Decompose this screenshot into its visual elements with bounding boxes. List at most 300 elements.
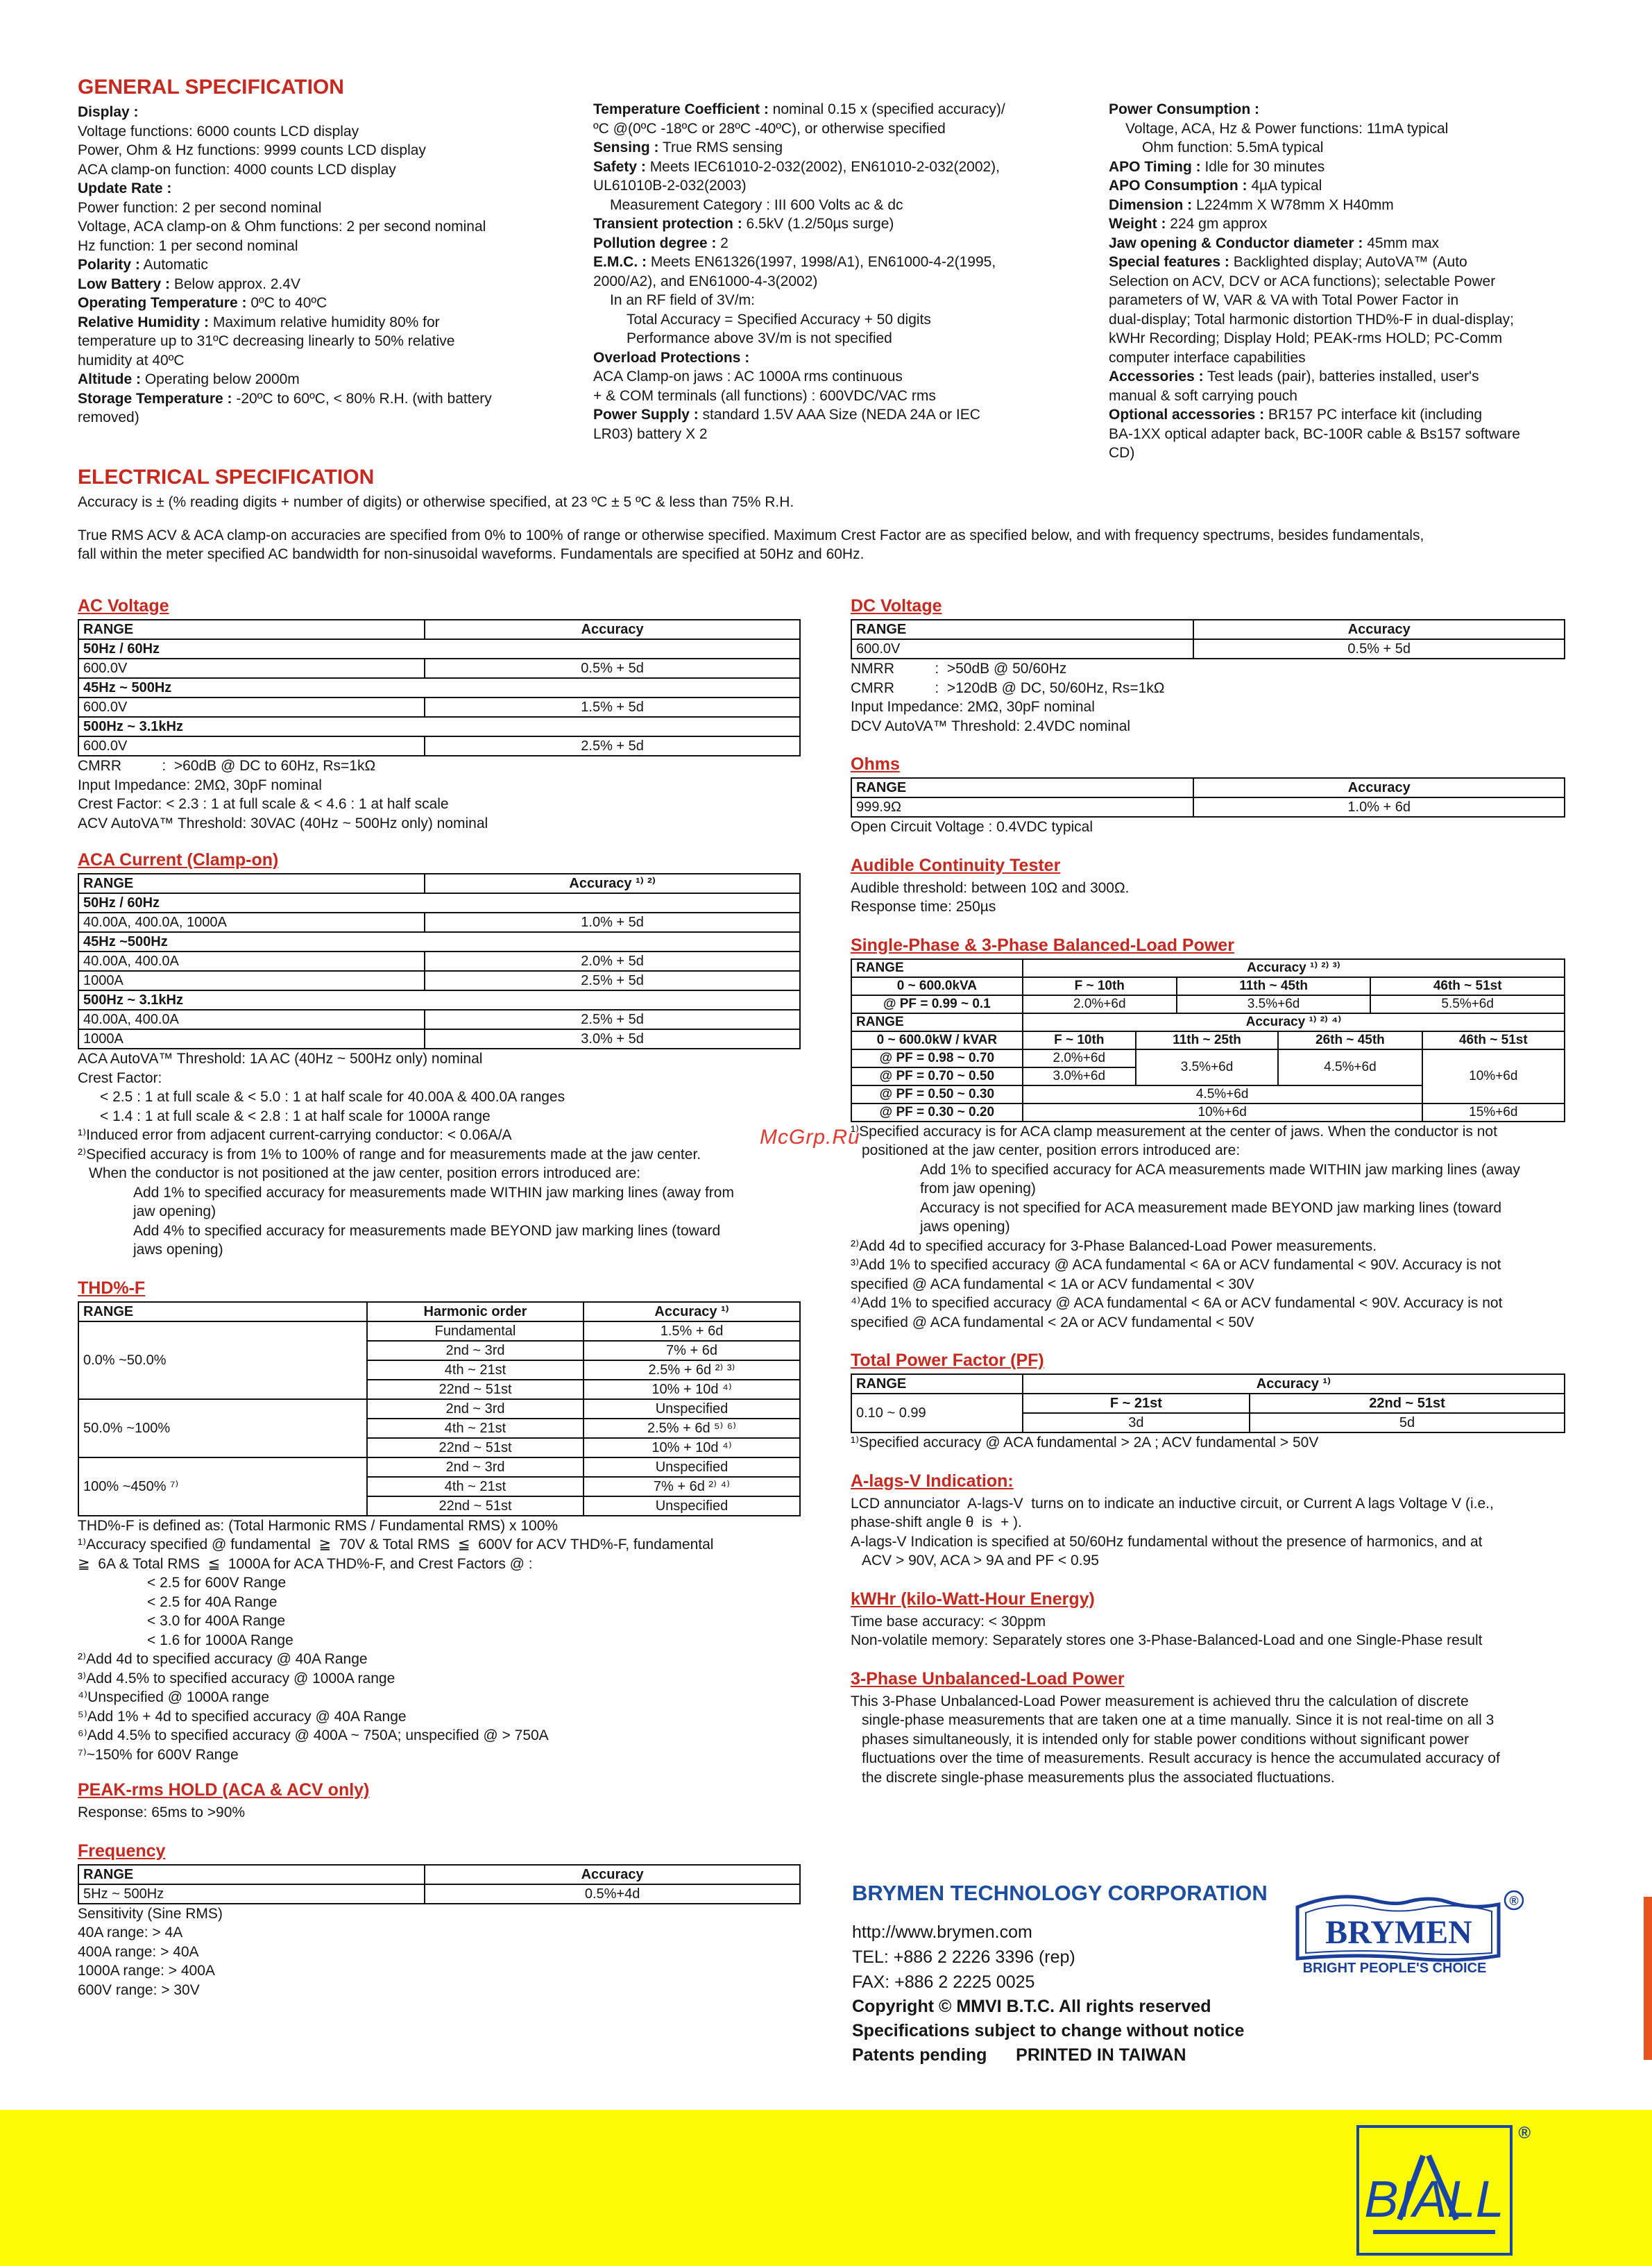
general-col-2 (593, 100, 1093, 443)
spec-value: humidity at 40ºC (78, 352, 185, 369)
acv-acc: 1.5% + 5d (425, 697, 800, 717)
power-note: jaws opening) (920, 1219, 1010, 1235)
dcv-acc: 0.5% + 5d (1193, 639, 1565, 659)
thd-h-range: RANGE (78, 1302, 367, 1321)
spec-key: Weight : (1109, 216, 1166, 232)
thd-range: 0.0% ~50.0% (78, 1321, 367, 1399)
thd-order: 22nd ~ 51st (367, 1438, 584, 1457)
edge-accent-bar (1644, 1897, 1652, 2060)
spec-value: -20ºC to 60ºC, < 80% R.H. (with battery (232, 390, 492, 407)
corp-spec-notice: Specifications subject to change without notice (852, 2021, 1245, 2040)
thd-note: ²⁾Add 4d to specified accuracy @ 40A Range (78, 1651, 368, 1667)
acv-title: AC Voltage (78, 596, 169, 616)
power-pf: @ PF = 0.70 ~ 0.50 (851, 1067, 1023, 1085)
power-h-range: RANGE (851, 1013, 1023, 1031)
power-col: 11th ~ 45th (1177, 977, 1371, 995)
ohms-title: Ohms (851, 754, 900, 774)
spec-value: Backlighted display; AutoVA™ (Auto (1229, 254, 1467, 270)
biall-reg: ® (1518, 2124, 1531, 2142)
thd-order: 2nd ~ 3rd (367, 1341, 584, 1360)
spec-line (593, 100, 1093, 119)
tpf-range: 0.10 ~ 0.99 (851, 1394, 1023, 1432)
freq-note: 1000A range: > 400A (78, 1963, 215, 1979)
thd-note: < 2.5 for 600V Range (147, 1575, 287, 1591)
unbal-note: the discrete single-phase measurements plus the associated fluctuations. (862, 1769, 1335, 1786)
spec-value: Voltage, ACA clamp-on & Ohm functions: 2 per second nominal (78, 219, 486, 235)
spec-line (1109, 348, 1608, 368)
corp-block (852, 1881, 1282, 2068)
kwhr-note: Time base accuracy: < 30ppm (851, 1613, 1046, 1630)
spec-key: Power Supply : (593, 407, 699, 423)
acv-note: CMRR : >60dB @ DC to 60Hz, Rs=1kΩ (78, 758, 376, 774)
patents-label: Patents pending (852, 2045, 987, 2065)
aca-acc: 3.0% + 5d (425, 1029, 800, 1049)
spec-key: Optional accessories : (1109, 407, 1265, 423)
power-val: 10%+6d (1023, 1104, 1422, 1122)
unbal-note: fluctuations over the time of measurements. Result accuracy is hence the accumulated accuracy of (862, 1750, 1500, 1766)
dcv-note: CMRR : >120dB @ DC, 50/60Hz, Rs=1kΩ (851, 679, 1165, 696)
spec-line (78, 198, 591, 218)
thd-order: 22nd ~ 51st (367, 1496, 584, 1516)
aca-range: 40.00A, 400.0A (78, 1010, 425, 1029)
spec-value: Total Accuracy = Specified Accuracy + 50 digits (627, 311, 931, 328)
spec-line (593, 367, 1093, 387)
brymen-logo (1291, 1886, 1526, 1977)
general-col-3 (1109, 100, 1608, 463)
spec-line (78, 179, 591, 198)
spec-value: Hz function: 1 per second nominal (78, 237, 298, 254)
power-pf: @ PF = 0.30 ~ 0.20 (851, 1104, 1023, 1122)
spec-line (1109, 425, 1608, 444)
biall-logo-shape (1359, 2128, 1510, 2253)
spec-key: Accessories : (1109, 369, 1204, 384)
power-val: 5.5%+6d (1370, 995, 1565, 1013)
acv-h-range: RANGE (78, 620, 425, 639)
power-note: ⁴⁾Add 1% to specified accuracy @ ACA fundamental < 6A or ACV fundamental < 90V. Accuracy is not (851, 1295, 1503, 1311)
tpf-h-range: RANGE (851, 1374, 1023, 1394)
tpf-val: 3d (1023, 1413, 1250, 1432)
tpf-note: ¹⁾Specified accuracy @ ACA fundamental > 2A ; ACV fundamental > 50V (851, 1435, 1319, 1451)
alag-note: LCD annunciator A-lags-V turns on to indicate an inductive circuit, or Current A lags Voltage V (i.e., (851, 1495, 1494, 1512)
thd-order: Fundamental (367, 1321, 584, 1341)
thd-table (78, 1301, 801, 1516)
ohms-note: Open Circuit Voltage : 0.4VDC typical (851, 819, 1093, 835)
aca-table (78, 873, 801, 1049)
spec-value: removed) (78, 409, 139, 425)
spec-value: Operating below 2000m (140, 371, 300, 387)
spec-line (593, 310, 1093, 330)
spec-value: ACA Clamp-on jaws : AC 1000A rms continuous (593, 369, 903, 384)
dcv-note: DCV AutoVA™ Threshold: 2.4VDC nominal (851, 718, 1131, 734)
spec-line (1109, 329, 1608, 348)
acv-note: ACV AutoVA™ Threshold: 30VAC (40Hz ~ 500Hz only) nominal (78, 815, 488, 831)
spec-value: Performance above 3V/m is not specified (627, 330, 892, 346)
general-title: GENERAL SPECIFICATION (78, 76, 344, 99)
thd-order: 2nd ~ 3rd (367, 1399, 584, 1419)
spec-value: 0ºC to 40ºC (246, 295, 327, 311)
spec-key: Pollution degree : (593, 235, 717, 251)
power-col: 26th ~ 45th (1278, 1031, 1422, 1049)
spec-line (78, 294, 591, 313)
spec-value: BR157 PC interface kit (including (1264, 407, 1483, 423)
aca-title: ACA Current (Clamp-on) (78, 850, 279, 870)
left-column (78, 595, 813, 1999)
aca-h-acc: Accuracy ¹⁾ ²⁾ (425, 874, 800, 893)
spec-value: Voltage functions: 6000 counts LCD display (78, 123, 359, 139)
aca-note: < 1.4 : 1 at full scale & < 2.8 : 1 at half scale for 1000A range (100, 1108, 491, 1124)
alag-note: ACV > 90V, ACA > 9A and PF < 0.95 (862, 1553, 1099, 1569)
power-val: 2.0%+6d (1023, 995, 1177, 1013)
spec-line (593, 291, 1093, 310)
acv-note: Crest Factor: < 2.3 : 1 at full scale & < 4.6 : 1 at half scale (78, 796, 449, 812)
aca-acc: 1.0% + 5d (425, 913, 800, 932)
thd-acc: 2.5% + 6d ²⁾ ³⁾ (584, 1360, 800, 1380)
spec-line (78, 275, 591, 294)
thd-h-order: Harmonic order (367, 1302, 584, 1321)
electrical-title: ELECTRICAL SPECIFICATION (78, 466, 375, 489)
power-range: 0 ~ 600.0kW / kVAR (851, 1031, 1023, 1049)
peak-note: Response: 65ms to >90% (78, 1804, 246, 1820)
freq-note: 600V range: > 30V (78, 1981, 200, 1998)
dcv-range: 600.0V (851, 639, 1193, 659)
thd-note: ³⁾Add 4.5% to specified accuracy @ 1000A range (78, 1670, 395, 1686)
spec-value: Selection on ACV, DCV or ACA functions); selectable Power (1109, 273, 1496, 289)
spec-key: Temperature Coefficient : (593, 101, 769, 117)
spec-key: APO Consumption : (1109, 178, 1247, 194)
spec-key: Low Battery : (78, 276, 171, 292)
thd-note: < 2.5 for 40A Range (147, 1593, 278, 1610)
spec-line (1109, 367, 1608, 387)
general-col-1 (78, 75, 591, 428)
spec-value: 224 gm approx (1166, 216, 1268, 232)
acv-group: 500Hz ~ 3.1kHz (78, 717, 800, 736)
spec-key: Relative Humidity : (78, 314, 210, 330)
spec-key: Display : (78, 104, 139, 120)
spec-line (593, 138, 1093, 158)
power-note: specified @ ACA fundamental < 1A or ACV fundamental < 30V (851, 1276, 1254, 1292)
thd-order: 4th ~ 21st (367, 1419, 584, 1438)
spec-key: Operating Temperature : (78, 295, 247, 311)
freq-acc: 0.5%+4d (425, 1884, 800, 1904)
tpf-col: 22nd ~ 51st (1250, 1394, 1565, 1413)
printed-label: PRINTED IN TAIWAN (1016, 2045, 1186, 2065)
corp-tel: TEL: +886 2 2226 3396 (rep) (852, 1947, 1075, 1967)
acv-range: 600.0V (78, 736, 425, 756)
electrical-intro-2: True RMS ACV & ACA clamp-on accuracies are specified from 0% to 100% of range or otherwise specified. Maximum Crest Factor are as specified below, and with frequency spectrums, besides fundamentals, (78, 527, 1424, 543)
spec-value: Voltage, ACA, Hz & Power functions: 11mA typical (1125, 120, 1449, 137)
unbal-title: 3-Phase Unbalanced-Load Power (851, 1668, 1125, 1689)
thd-note: ⁵⁾Add 1% + 4d to specified accuracy @ 40A Range (78, 1708, 407, 1725)
thd-h-acc: Accuracy ¹⁾ (584, 1302, 800, 1321)
spec-line (78, 370, 591, 389)
power-val: 3.0%+6d (1023, 1067, 1136, 1085)
dcv-title: DC Voltage (851, 596, 942, 616)
power-val: 3.5%+6d (1136, 1049, 1278, 1085)
general-list-2 (593, 100, 1093, 443)
tpf-val: 5d (1250, 1413, 1565, 1432)
freq-note: 400A range: > 40A (78, 1943, 199, 1960)
cont-note: Audible threshold: between 10Ω and 300Ω. (851, 879, 1130, 896)
spec-line (78, 237, 591, 256)
spec-key: Update Rate : (78, 180, 172, 196)
thd-order: 22nd ~ 51st (367, 1380, 584, 1399)
spec-value: Idle for 30 minutes (1200, 158, 1325, 175)
thd-acc: 7% + 6d ²⁾ ⁴⁾ (584, 1477, 800, 1496)
thd-note: < 1.6 for 1000A Range (147, 1632, 293, 1648)
aca-note: ¹⁾Induced error from adjacent current-carrying conductor: < 0.06A/A (78, 1127, 512, 1143)
thd-title: THD%-F (78, 1278, 146, 1298)
power-note: Add 1% to specified accuracy for ACA measurements made WITHIN jaw marking lines (away (920, 1161, 1520, 1178)
power-note: ³⁾Add 1% to specified accuracy @ ACA fundamental < 6A or ACV fundamental < 90V. Accuracy is not (851, 1257, 1501, 1273)
watermark: McGrp.Ru (760, 1126, 860, 1149)
electrical-intro-3: fall within the meter specified AC bandwidth for non-sinusoidal waveforms. Fundamentals are specified at 50Hz and 60Hz. (78, 546, 865, 562)
ohms-range: 999.9Ω (851, 797, 1193, 817)
power-note: from jaw opening) (920, 1181, 1036, 1197)
spec-value: standard 1.5V AAA Size (NEDA 24A or IEC (698, 407, 980, 423)
spec-line (1109, 119, 1608, 139)
freq-note: 40A range: > 4A (78, 1925, 183, 1941)
spec-value: 45mm max (1363, 235, 1440, 251)
peak-title: PEAK-rms HOLD (ACA & ACV only) (78, 1780, 370, 1800)
spec-key: Special features : (1109, 254, 1229, 270)
freq-h-acc: Accuracy (425, 1865, 800, 1884)
spec-value: Automatic (139, 257, 208, 273)
power-val: 2.0%+6d (1023, 1049, 1136, 1067)
spec-key: Jaw opening & Conductor diameter : (1109, 235, 1363, 251)
spec-value: Power function: 2 per second nominal (78, 199, 322, 216)
brymen-tagline: BRIGHT PEOPLE'S CHOICE (1302, 1961, 1487, 1976)
tpf-col: F ~ 21st (1023, 1394, 1250, 1413)
thd-acc: Unspecified (584, 1399, 800, 1419)
thd-note: < 3.0 for 400A Range (147, 1613, 286, 1629)
cont-note: Response time: 250µs (851, 899, 996, 915)
tpf-title: Total Power Factor (PF) (851, 1351, 1044, 1370)
power-col: 11th ~ 25th (1136, 1031, 1278, 1049)
spec-line (593, 176, 1093, 196)
power-col: F ~ 10th (1023, 977, 1177, 995)
spec-line (593, 253, 1093, 272)
spec-key: Overload Protections : (593, 349, 750, 366)
aca-group: 45Hz ~500Hz (78, 932, 800, 952)
spec-key: Storage Temperature : (78, 390, 232, 407)
ohms-h-acc: Accuracy (1193, 778, 1565, 797)
thd-note: ⁶⁾Add 4.5% to specified accuracy @ 400A ~ 750A; unspecified @ > 750A (78, 1727, 549, 1743)
power-h-range: RANGE (851, 959, 1023, 977)
acv-acc: 2.5% + 5d (425, 736, 800, 756)
spec-line (78, 313, 591, 332)
aca-acc: 2.5% + 5d (425, 1010, 800, 1029)
spec-line (78, 255, 591, 275)
electrical-intro-1: Accuracy is ± (% reading digits + number of digits) or otherwise specified, at 23 ºC ± 5 ºC & less than 75% R.H. (78, 494, 794, 510)
spec-line (593, 234, 1093, 253)
spec-line (78, 217, 591, 237)
power-note: ¹⁾Specified accuracy is for ACA clamp measurement at the center of jaws. When the conductor is not (851, 1123, 1497, 1140)
spec-line (1109, 158, 1608, 177)
spec-value: manual & soft carrying pouch (1109, 387, 1297, 404)
spec-line (593, 272, 1093, 291)
dcv-table (851, 619, 1565, 659)
dcv-h-range: RANGE (851, 620, 1193, 639)
thd-note: ≧ 6A & Total RMS ≦ 1000A for ACA THD%-F, and Crest Factors @ : (78, 1555, 533, 1572)
spec-value: In an RF field of 3V/m: (610, 292, 755, 308)
general-list-3 (1109, 100, 1608, 463)
alag-title: A-lags-V Indication: (851, 1471, 1014, 1491)
spec-key: Altitude : (78, 371, 141, 387)
spec-value: 6.5kV (1.2/50µs surge) (742, 216, 894, 232)
spec-line (78, 389, 591, 409)
spec-value: 2000/A2), and EN61000-4-3(2002) (593, 273, 818, 289)
power-col: 46th ~ 51st (1370, 977, 1565, 995)
spec-line (1109, 176, 1608, 196)
acv-group: 45Hz ~ 500Hz (78, 678, 800, 697)
aca-group: 500Hz ~ 3.1kHz (78, 990, 800, 1010)
corp-name: BRYMEN TECHNOLOGY CORPORATION (852, 1881, 1268, 1905)
unbal-note: This 3-Phase Unbalanced-Load Power measurement is achieved thru the calculation of discrete (851, 1693, 1469, 1709)
aca-range: 40.00A, 400.0A (78, 952, 425, 971)
aca-note: jaws opening) (133, 1242, 223, 1258)
electrical-intro (78, 465, 1569, 564)
freq-title: Frequency (78, 1841, 166, 1861)
spec-line (1109, 443, 1608, 463)
power-title: Single-Phase & 3-Phase Balanced-Load Power (851, 935, 1234, 955)
power-h-acc: Accuracy ¹⁾ ²⁾ ⁴⁾ (1023, 1013, 1565, 1031)
spec-value: kWHr Recording; Display Hold; PEAK-rms HOLD; PC-Comm (1109, 330, 1503, 346)
spec-key: Power Consumption : (1109, 101, 1259, 117)
spec-value: Meets EN61326(1997, 1998/A1), EN61000-4-2(1995, (647, 254, 996, 270)
spec-line (593, 348, 1093, 368)
power-col: F ~ 10th (1023, 1031, 1136, 1049)
spec-value: Test leads (pair), batteries installed, user's (1203, 369, 1479, 384)
spec-line (1109, 100, 1608, 119)
spec-value: BA-1XX optical adapter back, BC-100R cable & Bs157 software (1109, 425, 1520, 442)
aca-note: jaw opening) (133, 1203, 216, 1219)
power-table-va (851, 958, 1565, 1014)
aca-range: 1000A (78, 1029, 425, 1049)
aca-acc: 2.5% + 5d (425, 971, 800, 990)
brymen-logo-text: BRYMEN (1325, 1914, 1472, 1951)
thd-order: 4th ~ 21st (367, 1477, 584, 1496)
acv-range: 600.0V (78, 659, 425, 678)
power-note: specified @ ACA fundamental < 2A or ACV fundamental < 50V (851, 1314, 1254, 1330)
power-table-w (851, 1013, 1565, 1122)
spec-line (1109, 291, 1608, 310)
spec-line (593, 387, 1093, 406)
thd-acc: Unspecified (584, 1457, 800, 1477)
spec-line (593, 119, 1093, 139)
spec-line (1109, 234, 1608, 253)
spec-value: Below approx. 2.4V (170, 276, 300, 292)
power-pf: @ PF = 0.98 ~ 0.70 (851, 1049, 1023, 1067)
thd-range: 50.0% ~100% (78, 1399, 367, 1457)
thd-acc: 10% + 10d ⁴⁾ (584, 1438, 800, 1457)
ohms-acc: 1.0% + 6d (1193, 797, 1565, 817)
thd-note: THD%-F is defined as: (Total Harmonic RMS / Fundamental RMS) x 100% (78, 1517, 559, 1534)
power-note: ²⁾Add 4d to specified accuracy for 3-Phase Balanced-Load Power measurements. (851, 1237, 1377, 1254)
spec-value: ACA clamp-on function: 4000 counts LCD display (78, 161, 396, 178)
spec-value: Measurement Category : III 600 Volts ac & dc (610, 196, 903, 213)
freq-range: 5Hz ~ 500Hz (78, 1884, 425, 1904)
power-val: 3.5%+6d (1177, 995, 1371, 1013)
aca-group: 50Hz / 60Hz (78, 893, 800, 913)
acv-range: 600.0V (78, 697, 425, 717)
power-range: 0 ~ 600.0kVA (851, 977, 1023, 995)
spec-value: Maximum relative humidity 80% for (209, 314, 440, 330)
spec-value: ºC @(0ºC -18ºC or 28ºC -40ºC), or otherwise specified (593, 120, 946, 137)
spec-line (78, 408, 591, 428)
corp-url[interactable]: http://www.brymen.com (852, 1922, 1032, 1942)
spec-key: APO Timing : (1109, 158, 1201, 175)
general-list-1 (78, 103, 591, 428)
tpf-table (851, 1373, 1565, 1433)
aca-note: ²⁾Specified accuracy is from 1% to 100% of range and for measurements made at the jaw center. (78, 1146, 701, 1162)
aca-note: Add 4% to specified accuracy for measurements made BEYOND jaw marking lines (toward (133, 1222, 721, 1239)
spec-value: True RMS sensing (658, 139, 783, 155)
power-val: 4.5%+6d (1278, 1049, 1422, 1085)
spec-line (1109, 272, 1608, 291)
kwhr-note: Non-volatile memory: Separately stores one 3-Phase-Balanced-Load and one Single-Phase result (851, 1632, 1483, 1648)
power-val: 15%+6d (1422, 1104, 1565, 1122)
corp-patents (852, 2043, 1282, 2068)
biall-logo (1356, 2124, 1531, 2256)
spec-value: Meets IEC61010-2-032(2002), EN61010-2-032(2002), (645, 158, 1000, 175)
thd-acc: 10% + 10d ⁴⁾ (584, 1380, 800, 1399)
right-column (851, 595, 1565, 1787)
aca-note: < 2.5 : 1 at full scale & < 5.0 : 1 at half scale for 40.00A & 400.0A ranges (100, 1089, 565, 1105)
aca-h-range: RANGE (78, 874, 425, 893)
spec-line (1109, 138, 1608, 158)
ohms-table (851, 777, 1565, 818)
spec-line (593, 214, 1093, 234)
thd-order: 2nd ~ 3rd (367, 1457, 584, 1477)
acv-h-acc: Accuracy (425, 620, 800, 639)
spec-line (593, 196, 1093, 215)
acv-note: Input Impedance: 2MΩ, 30pF nominal (78, 777, 322, 793)
power-val: 4.5%+6d (1023, 1085, 1422, 1104)
dcv-note: NMRR : >50dB @ 50/60Hz (851, 661, 1067, 677)
spec-line (1109, 214, 1608, 234)
thd-order: 4th ~ 21st (367, 1360, 584, 1380)
brymen-logo-shape (1291, 1886, 1526, 1977)
spec-line (78, 160, 591, 180)
spec-key: Dimension : (1109, 196, 1193, 213)
thd-note: ¹⁾Accuracy specified @ fundamental ≧ 70V & Total RMS ≦ 600V for ACV THD%-F, fundamental (78, 1537, 714, 1553)
spec-key: E.M.C. : (593, 254, 647, 270)
spec-key: Polarity : (78, 257, 140, 273)
freq-note: Sensitivity (Sine RMS) (78, 1905, 223, 1922)
freq-h-range: RANGE (78, 1865, 425, 1884)
spec-value: nominal 0.15 x (specified accuracy)/ (768, 101, 1005, 117)
spec-value: parameters of W, VAR & VA with Total Power Factor in (1109, 292, 1459, 308)
acv-group: 50Hz / 60Hz (78, 639, 800, 659)
spec-value: LR03) battery X 2 (593, 425, 708, 442)
ohms-h-range: RANGE (851, 778, 1193, 797)
corp-copyright: Copyright © MMVI B.T.C. All rights reserved (852, 1997, 1211, 2016)
dcv-h-acc: Accuracy (1193, 620, 1565, 639)
spec-line (78, 141, 591, 160)
aca-note: ACA AutoVA™ Threshold: 1A AC (40Hz ~ 500Hz only) nominal (78, 1051, 483, 1067)
spec-line (593, 329, 1093, 348)
spec-line (78, 122, 591, 142)
dcv-note: Input Impedance: 2MΩ, 30pF nominal (851, 699, 1095, 715)
spec-line (78, 103, 591, 122)
spec-value: dual-display; Total harmonic distortion THD%-F in dual-display; (1109, 311, 1514, 328)
spec-value: 4µA typical (1247, 178, 1322, 194)
spec-value: CD) (1109, 445, 1135, 461)
spec-value: computer interface capabilities (1109, 349, 1306, 366)
spec-value: 2 (716, 235, 729, 251)
aca-range: 40.00A, 400.0A, 1000A (78, 913, 425, 932)
spec-line (1109, 196, 1608, 215)
